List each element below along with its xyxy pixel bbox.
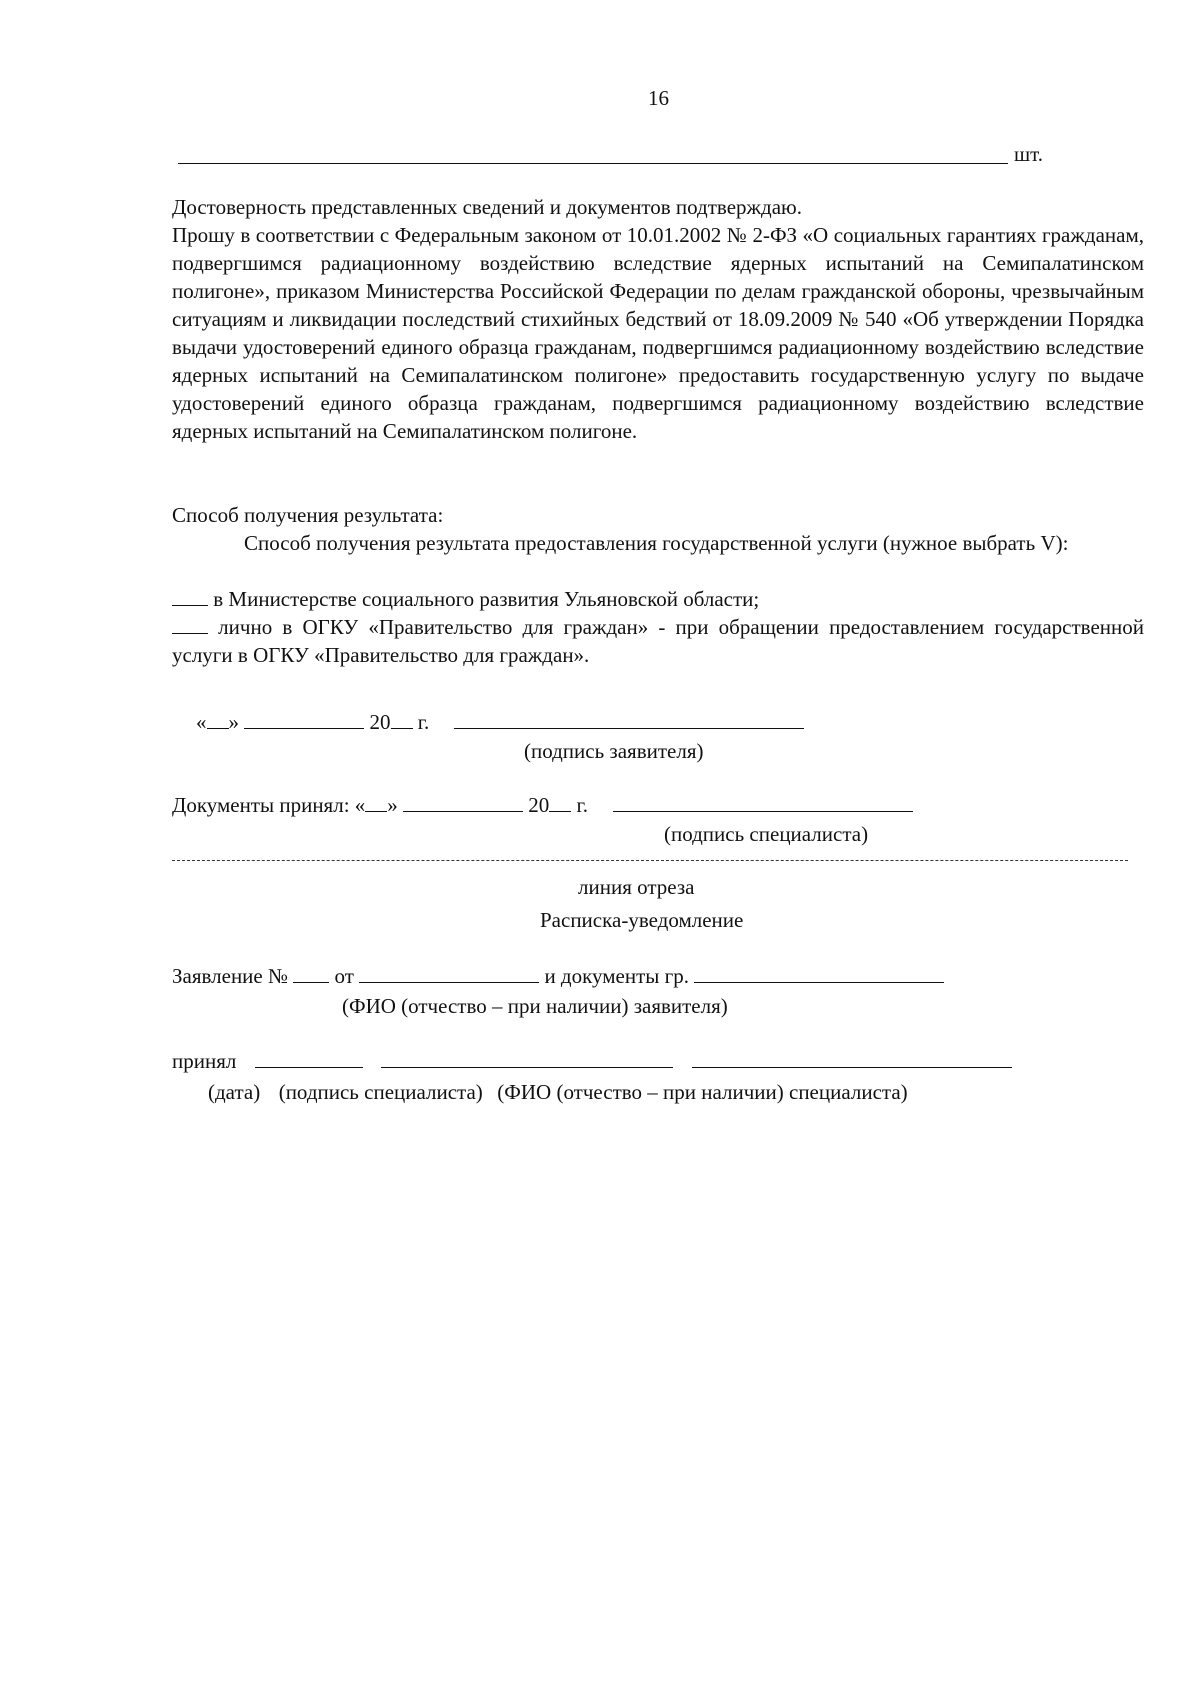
year-suffix: г.	[417, 710, 430, 734]
result-method-heading: Способ получения результата:	[172, 503, 444, 527]
docs-year-prefix: 20	[528, 793, 550, 817]
specialist-signature-caption: (подпись специалиста)	[664, 822, 869, 846]
specialist-signature-field[interactable]	[613, 791, 913, 812]
option-2	[172, 613, 1144, 669]
statement-docs-label: и документы гр.	[544, 964, 689, 988]
receipt-captions-row	[208, 1078, 908, 1106]
caption-fio: (ФИО (отчество – при наличии) специалиста)	[497, 1080, 908, 1104]
applicant-signature-field[interactable]	[454, 708, 804, 729]
cut-line-label: линия отреза	[578, 875, 695, 899]
accepted-date-field[interactable]	[255, 1047, 363, 1068]
quantity-line[interactable]	[178, 163, 1008, 164]
accepted-signature-field[interactable]	[381, 1047, 673, 1068]
accepted-fio-field[interactable]	[692, 1047, 1012, 1068]
docs-year-field[interactable]	[549, 791, 571, 812]
statement-from-label: от	[334, 964, 354, 988]
docs-accepted-row	[172, 791, 913, 819]
result-method-instruction: Способ получения результата предоставления государственной услуги (нужное выбрать V):	[244, 531, 1069, 555]
date-quote-open: «	[196, 710, 207, 734]
option-2-label: лично в ОГКУ «Правительство для граждан» - при обращении предоставлением государственной услуги в ОГКУ «Правительство для граждан».	[172, 615, 1144, 667]
option-1-checkbox-line[interactable]	[172, 585, 208, 606]
caption-signature: (подпись специалиста)	[278, 1080, 483, 1104]
applicant-day-field[interactable]	[207, 708, 229, 729]
confirmation-text: Достоверность представленных сведений и документов подтверждаю.	[172, 195, 802, 219]
receipt-statement-row	[172, 962, 944, 990]
receipt-accepted-row	[172, 1047, 1012, 1075]
caption-date: (дата)	[208, 1080, 261, 1104]
date-quote-close: »	[228, 710, 239, 734]
statement-number-field[interactable]	[293, 962, 329, 983]
applicant-fio-caption: (ФИО (отчество – при наличии) заявителя)	[342, 994, 728, 1018]
year-prefix: 20	[369, 710, 391, 734]
option-1	[172, 585, 759, 613]
quantity-suffix: шт.	[1014, 142, 1044, 166]
page-number: 16	[648, 86, 669, 110]
request-text: Прошу в соответствии с Федеральным законом от 10.01.2002 № 2-ФЗ «О социальных гарантиях гражданам, подвергшимся радиационному воздействию вследствие ядерных испытаний на Семипалатинском полигоне», приказом Министерства Российской Федерации по делам гражданской обороны, чрезвычайным ситуациям и ликвидации последствий стихийных бедствий от 18.09.2009 № 540 «Об утверждении Порядка выдачи удостоверений единого образца гражданам, подвергшимся радиационному воздействию вследствие ядерных испытаний на Семипалатинском полигоне» предоставить государственную услугу по выдаче удостоверений единого образца гражданам, подвергшимся радиационному воздействию вследствие ядерных испытаний на Семипалатинском полигоне.	[172, 223, 1144, 443]
applicant-fio-field[interactable]	[694, 962, 944, 983]
docs-day-field[interactable]	[365, 791, 387, 812]
cut-line-dashes	[172, 860, 1128, 861]
docs-accepted-label: Документы принял: «	[172, 793, 366, 817]
statement-number-label: Заявление №	[172, 964, 289, 988]
statement-date-field[interactable]	[359, 962, 539, 983]
applicant-year-field[interactable]	[391, 708, 413, 729]
option-1-label: в Министерстве социального развития Ульяновской области;	[213, 587, 760, 611]
applicant-date-row	[196, 708, 804, 736]
declaration-block	[172, 193, 1144, 445]
receipt-title: Расписка-уведомление	[540, 908, 744, 932]
applicant-signature-caption: (подпись заявителя)	[524, 739, 704, 763]
accepted-label: принял	[172, 1049, 237, 1073]
docs-month-field[interactable]	[403, 791, 523, 812]
applicant-month-field[interactable]	[244, 708, 364, 729]
docs-quote-close: »	[387, 793, 398, 817]
docs-year-suffix: г.	[576, 793, 589, 817]
option-2-checkbox-line[interactable]	[172, 613, 208, 634]
